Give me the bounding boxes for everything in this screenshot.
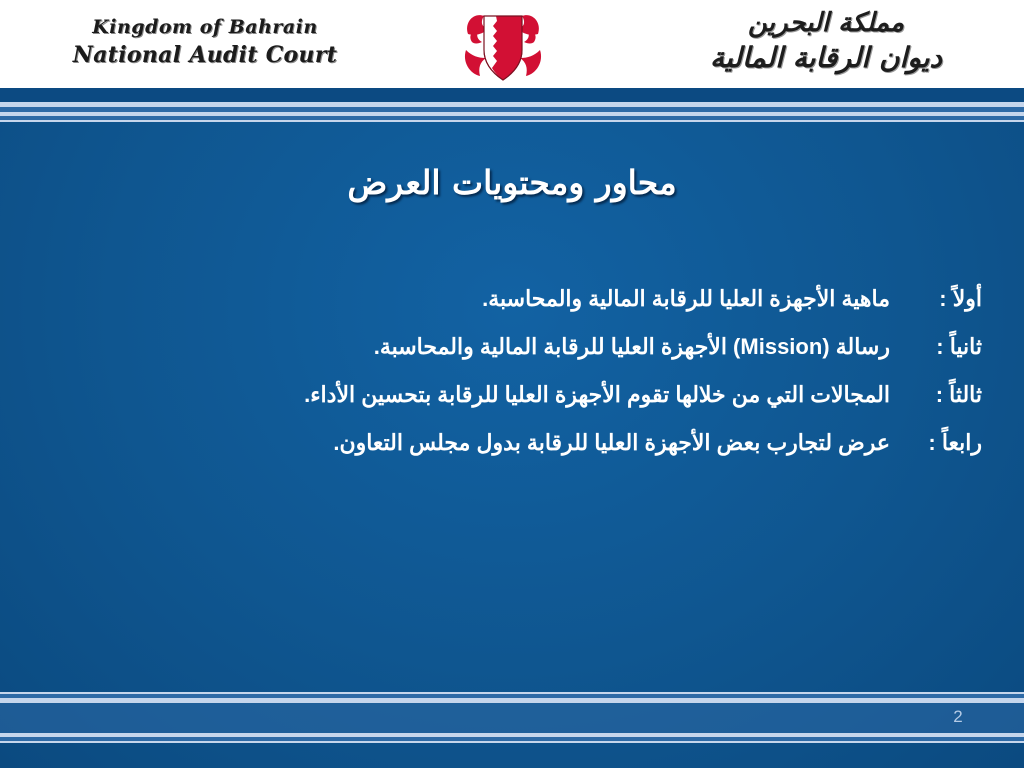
agenda-item-ordinal: أولاً : [939,286,982,311]
agenda-item-text: عرض لتجارب بعض الأجهزة العليا للرقابة بدول مجلس التعاون. [333,430,890,455]
logo-english-line2: National Audit Court [72,42,338,68]
agenda-item-text: رسالة (Mission) الأجهزة العليا للرقابة المالية والمحاسبة. [373,334,890,359]
header-band [0,0,1024,88]
page-number: 2 [953,707,963,726]
bahrain-coat-of-arms-icon [462,6,544,84]
agenda-item-ordinal: ثانياً : [936,334,982,359]
agenda-item-text: المجالات التي من خلالها تقوم الأجهزة العليا للرقابة بتحسين الأداء. [304,382,890,407]
agenda-list [82,280,982,472]
agenda-item-ordinal: ثالثاً : [935,382,982,407]
logo-english [64,14,346,76]
header-stripe-dark [0,88,1024,102]
logo-english-line1: Kingdom of Bahrain [92,16,318,38]
agenda-item [82,424,982,472]
agenda-item [82,376,982,424]
slide-title: محاور ومحتويات العرض [347,163,677,202]
agenda-item-text: ماهية الأجهزة العليا للرقابة المالية والمحاسبة. [482,286,890,311]
logo-arabic [688,6,964,82]
footer-stripe-light-4 [0,741,1024,743]
agenda-item-ordinal: رابعاً : [928,430,982,455]
header-stripe-light-3 [0,120,1024,122]
agenda-item [82,328,982,376]
agenda-item [82,280,982,328]
logo-arabic-line2: ديوان الرقابة المالية [709,41,943,74]
footer-band [0,703,1024,733]
logo-arabic-line1: مملكة البحرين [747,8,905,38]
